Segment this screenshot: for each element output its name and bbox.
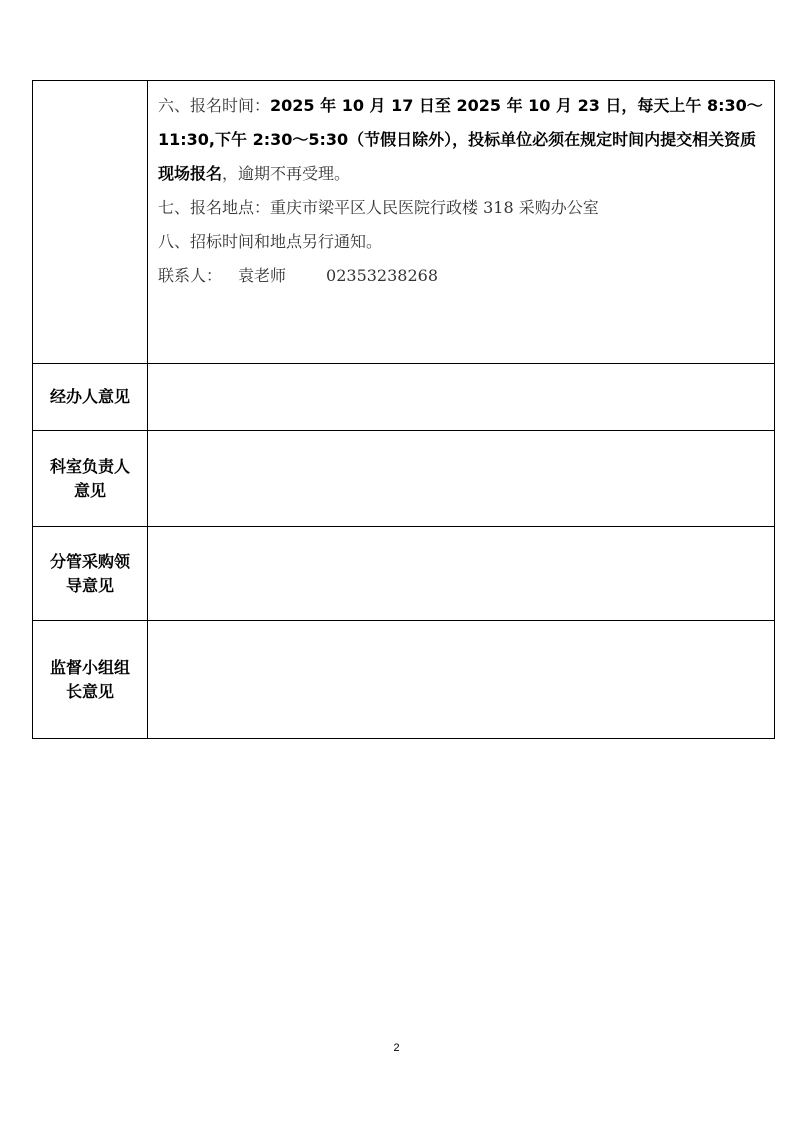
opinion-label [33,364,148,431]
approval-form-table [32,80,775,739]
opinion-label [33,527,148,621]
opinion-row-dept-head [33,431,775,527]
opinion-label-line1: 分管采购领 [49,551,130,571]
opinion-label-line1: 经办人意见 [49,387,130,406]
opinion-label-line1: 科室负责人 [49,456,130,476]
opinion-label-line2: 长意见 [65,681,114,701]
bidding-time-note: 八、招标时间和地点另行通知。 [158,232,383,251]
contact-phone: 02353238268 [326,266,439,285]
opinion-input-area[interactable] [148,431,775,527]
registration-time-details: 2025 年 10 月 17 日至 2025 年 10 月 23 日，每天上午 8:30～11:30,下午 2:30～5:30（节假日除外），投标单位必须在规定时间内提交相关资质现场报名 [158,96,763,183]
page-number: 2 [393,1042,400,1054]
contact-line [158,259,764,293]
registration-time-paragraph [158,89,764,191]
registration-time-tail: ，逾期不再受理。 [222,164,351,183]
notice-cell [148,81,775,364]
opinion-label [33,431,148,527]
notice-row [33,81,775,364]
opinion-row-procurement-leader [33,527,775,621]
registration-location: 七、报名地点：重庆市梁平区人民医院行政楼 318 采购办公室 [158,198,599,217]
opinion-label-line1: 监督小组组 [49,657,130,677]
contact-label: 联系人： [158,266,223,285]
opinion-label-line2: 导意见 [65,575,114,595]
opinion-label-line2: 意见 [73,480,106,500]
empty-label-cell [33,81,148,364]
registration-time-label: 六、报名时间： [158,96,271,115]
opinion-label [33,621,148,739]
notice-content [148,81,774,293]
opinion-input-area[interactable] [148,621,775,739]
opinion-input-area[interactable] [148,364,775,431]
opinion-row-supervision-leader [33,621,775,739]
opinion-input-area[interactable] [148,527,775,621]
contact-name: 袁老师 [238,266,287,285]
opinion-row-handler [33,364,775,431]
